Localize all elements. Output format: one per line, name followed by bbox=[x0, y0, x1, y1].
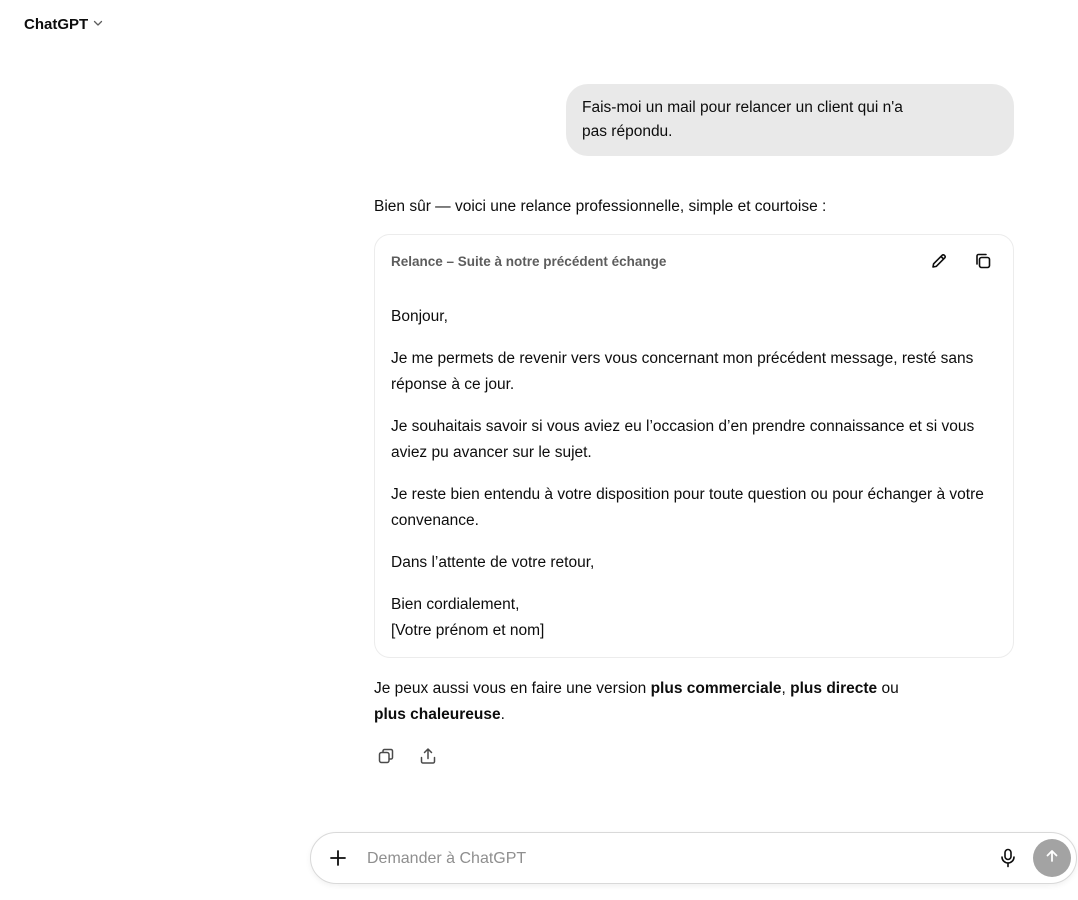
prompt-composer bbox=[310, 832, 1077, 884]
arrow-up-icon bbox=[1044, 848, 1060, 869]
email-greeting: Bonjour, bbox=[391, 308, 448, 325]
model-label: ChatGPT bbox=[24, 16, 89, 33]
copy-icon[interactable] bbox=[376, 744, 396, 768]
plus-icon[interactable] bbox=[327, 847, 349, 869]
assistant-outro bbox=[374, 676, 914, 728]
email-subject: Relance – Suite à notre précédent échange bbox=[391, 254, 667, 269]
copy-icon[interactable] bbox=[973, 251, 993, 271]
outro-option-commercial: plus commerciale bbox=[650, 680, 782, 697]
user-message bbox=[566, 84, 1014, 156]
share-icon[interactable] bbox=[418, 744, 438, 768]
microphone-icon[interactable] bbox=[997, 846, 1019, 870]
email-signoff bbox=[391, 592, 989, 644]
outro-separator: ou bbox=[877, 680, 899, 697]
pencil-icon[interactable] bbox=[929, 251, 949, 271]
email-paragraph: Je souhaitais savoir si vous aviez eu l’occasion d’en prendre connaissance et si vous aviez pu avancer sur le sujet. bbox=[391, 418, 975, 461]
outro-prefix: Je peux aussi vous en faire une version bbox=[374, 680, 651, 697]
email-paragraph: Je me permets de revenir vers vous concernant mon précédent message, resté sans réponse à ce jour. bbox=[391, 350, 974, 393]
outro-separator: , bbox=[781, 680, 791, 697]
chevron-down-icon bbox=[92, 16, 104, 33]
email-closing: Bien cordialement, bbox=[391, 596, 520, 613]
email-draft-card bbox=[374, 234, 1014, 658]
assistant-intro: Bien sûr — voici une relance professionnelle, simple et courtoise : bbox=[374, 198, 827, 215]
outro-suffix: . bbox=[500, 706, 505, 723]
send-button[interactable] bbox=[1033, 839, 1071, 877]
email-paragraph: Dans l’attente de votre retour, bbox=[391, 554, 595, 571]
card-actions bbox=[929, 251, 993, 271]
email-signature: [Votre prénom et nom] bbox=[391, 622, 545, 639]
prompt-input[interactable] bbox=[365, 845, 969, 873]
user-message-text: Fais-moi un mail pour relancer un client qui n'a pas répondu. bbox=[582, 99, 903, 140]
email-paragraph: Je reste bien entendu à votre disposition pour toute question ou pour échanger à votre convenance. bbox=[391, 486, 984, 529]
message-actions bbox=[376, 744, 438, 768]
outro-option-warm: plus chaleureuse bbox=[374, 706, 501, 723]
email-body bbox=[391, 304, 989, 644]
outro-option-direct: plus directe bbox=[790, 680, 878, 697]
model-selector[interactable] bbox=[24, 16, 104, 33]
